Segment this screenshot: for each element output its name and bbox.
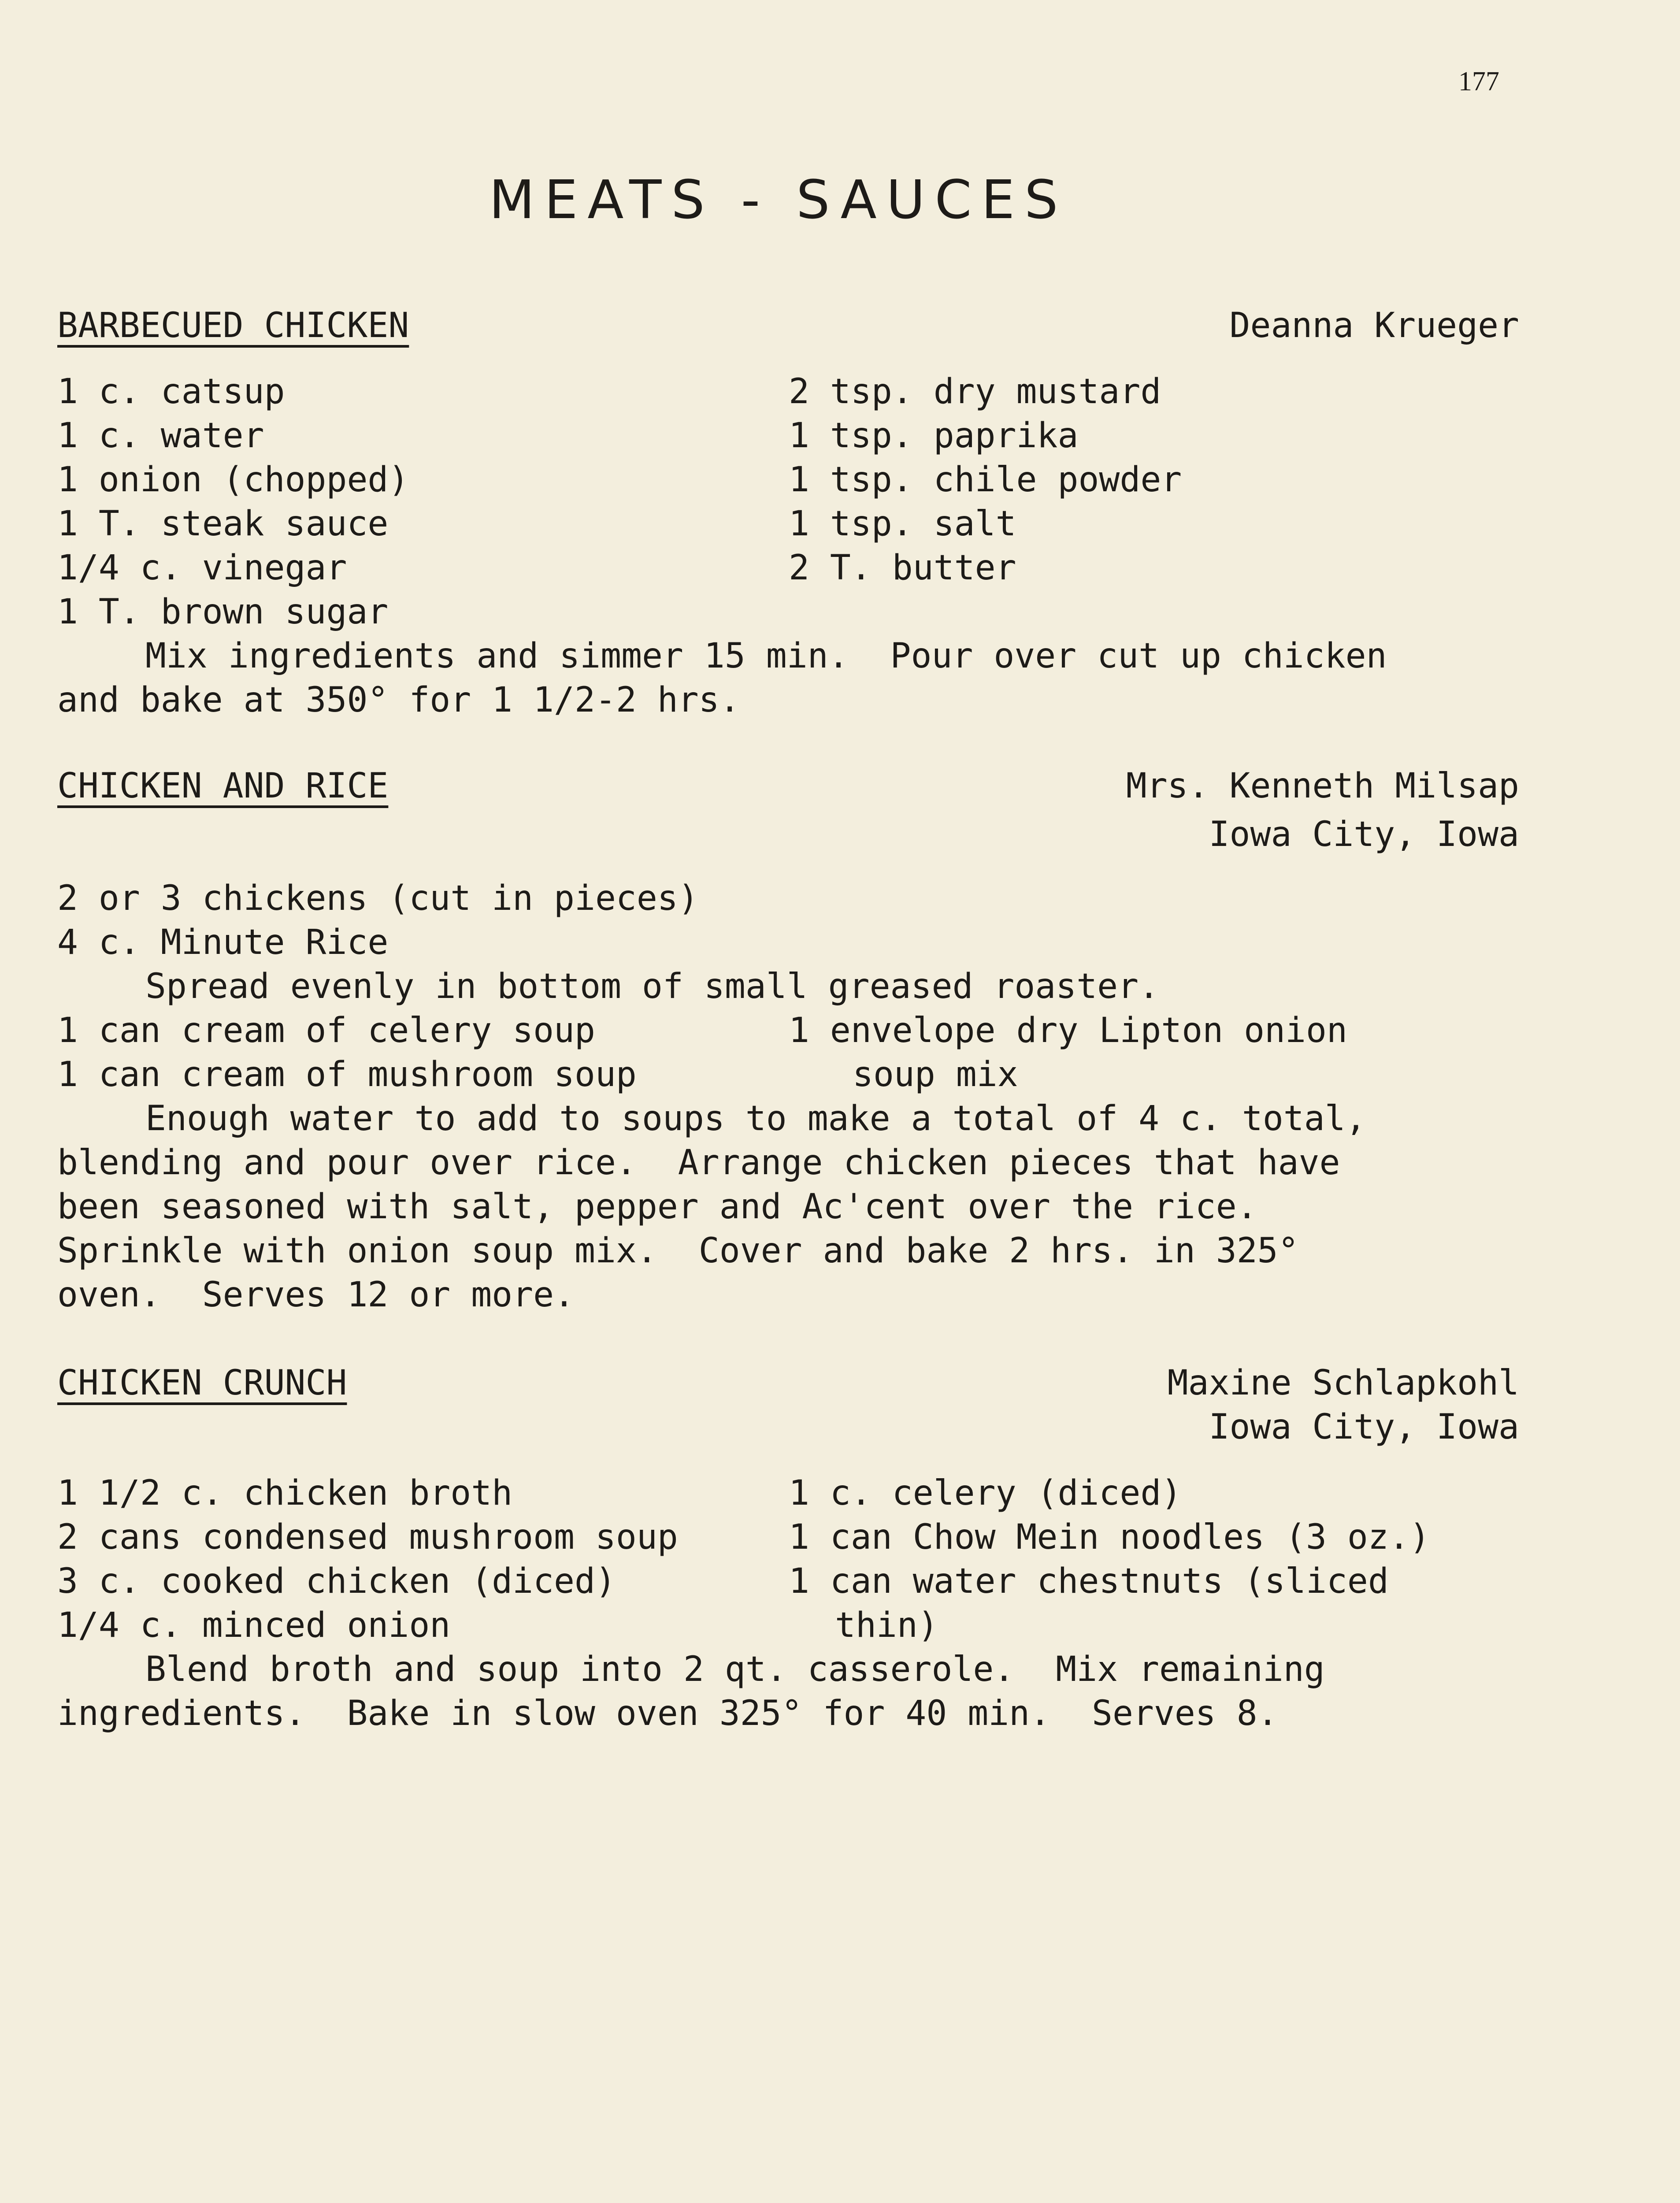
directions-line: oven. Serves 12 or more. — [57, 1275, 575, 1315]
recipe-title-barbecued-chicken: BARBECUED CHICKEN — [57, 306, 409, 345]
directions-line: blending and pour over rice. Arrange chicken pieces that have — [57, 1143, 1340, 1183]
recipe-location: Iowa City, Iowa — [1209, 815, 1519, 854]
recipe-title-chicken-crunch: CHICKEN CRUNCH — [57, 1363, 347, 1403]
directions-line: Sprinkle with onion soup mix. Cover and bake 2 hrs. in 325° — [57, 1231, 1299, 1271]
ingredient: 1 can water chestnuts (sliced — [789, 1561, 1389, 1601]
ingredient: 2 cans condensed mushroom soup — [57, 1517, 678, 1557]
ingredient: 1 tsp. paprika — [789, 416, 1079, 456]
ingredient: 1 c. celery (diced) — [789, 1473, 1182, 1513]
page-number: 177 — [1458, 67, 1499, 96]
directions-line: Mix ingredients and simmer 15 min. Pour over cut up chicken — [145, 636, 1387, 676]
ingredient: 1 1/2 c. chicken broth — [57, 1473, 513, 1513]
ingredient: 1 c. catsup — [57, 372, 285, 412]
ingredient: 3 c. cooked chicken (diced) — [57, 1561, 616, 1601]
directions-line: Blend broth and soup into 2 qt. casserole. Mix remaining — [145, 1650, 1325, 1689]
recipe-author: Maxine Schlapkohl — [1167, 1363, 1519, 1403]
ingredient: 1 T. brown sugar — [57, 592, 389, 632]
directions-line: been seasoned with salt, pepper and Ac'cent over the rice. — [57, 1187, 1257, 1227]
page-title: MEATS - SAUCES — [489, 170, 1068, 231]
ingredient: 1 envelope dry Lipton onion — [789, 1011, 1347, 1050]
ingredient: 1 T. steak sauce — [57, 504, 389, 544]
ingredient: thin) — [835, 1606, 938, 1645]
ingredient: 1 tsp. chile powder — [789, 460, 1182, 500]
ingredient: 1 can cream of mushroom soup — [57, 1055, 637, 1094]
ingredient: 1 tsp. salt — [789, 504, 1016, 544]
ingredient: 2 T. butter — [789, 548, 1016, 588]
directions-line: and bake at 350° for 1 1/2-2 hrs. — [57, 680, 740, 720]
ingredient: 1 can cream of celery soup — [57, 1011, 595, 1050]
ingredient: 2 or 3 chickens (cut in pieces) — [57, 879, 699, 918]
ingredient: soup mix — [853, 1055, 1018, 1094]
recipe-location: Iowa City, Iowa — [1209, 1407, 1519, 1447]
ingredient: 2 tsp. dry mustard — [789, 372, 1161, 412]
ingredient: 1 onion (chopped) — [57, 460, 409, 500]
directions-line: Enough water to add to soups to make a total of 4 c. total, — [145, 1099, 1366, 1139]
recipe-author: Mrs. Kenneth Milsap — [1126, 766, 1519, 806]
ingredient: 1 c. water — [57, 416, 264, 456]
ingredient: 1/4 c. minced onion — [57, 1606, 451, 1645]
ingredient: 4 c. Minute Rice — [57, 923, 389, 962]
recipe-title-chicken-and-rice: CHICKEN AND RICE — [57, 766, 389, 806]
ingredient: 1/4 c. vinegar — [57, 548, 347, 588]
ingredient: 1 can Chow Mein noodles (3 oz.) — [789, 1517, 1430, 1557]
recipe-author: Deanna Krueger — [1229, 306, 1519, 345]
directions-line: ingredients. Bake in slow oven 325° for 40 min. Serves 8. — [57, 1694, 1278, 1733]
directions-line: Spread evenly in bottom of small greased roaster. — [145, 967, 1160, 1006]
